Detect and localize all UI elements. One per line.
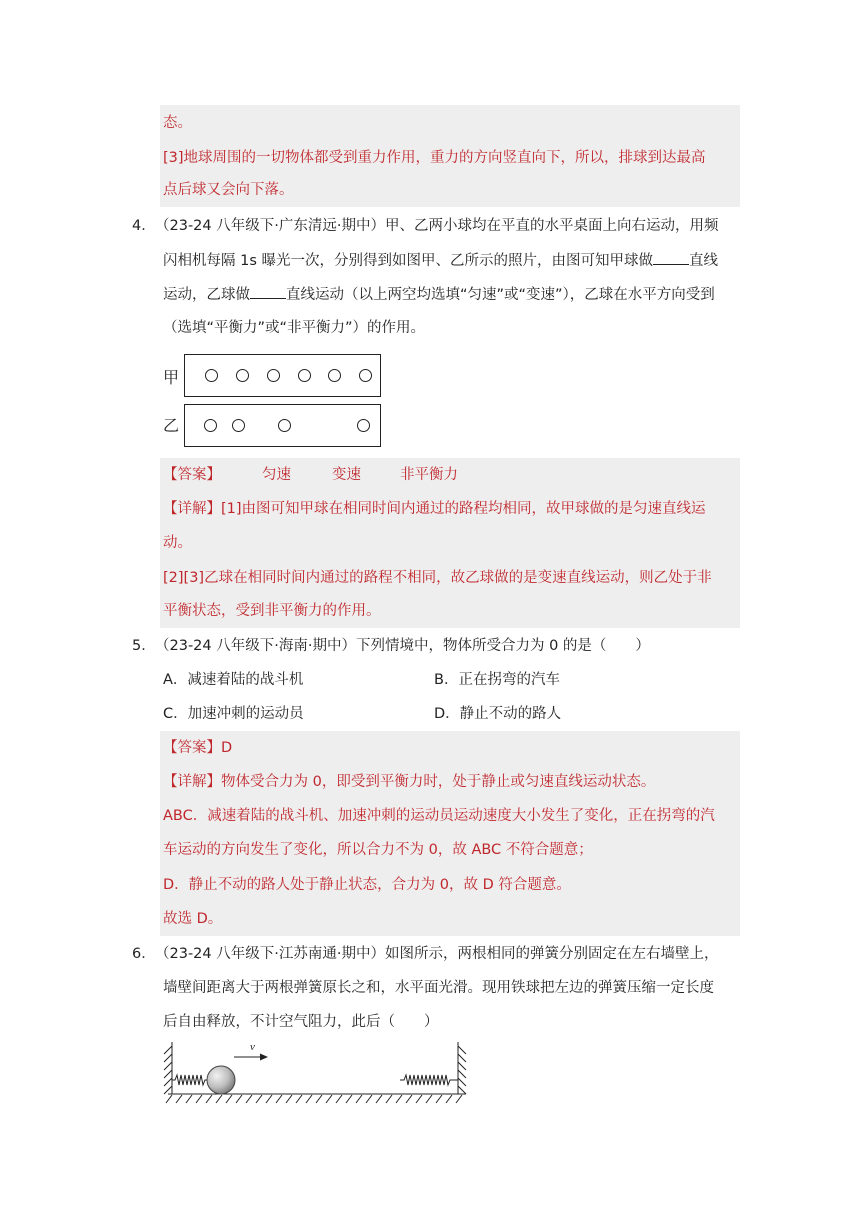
answer-blank <box>250 284 286 299</box>
q4-stem-text: 直线运动（以上两空均选填“匀速”或“变速”），乙球在水平方向受到 <box>286 287 715 303</box>
q4-stem-line <box>163 284 715 305</box>
q3-detail-line: 态。 <box>163 115 192 131</box>
answer-value: 变速 <box>332 467 361 483</box>
answer-value: 匀速 <box>262 467 291 483</box>
q4-stem-text: 运动，乙球做 <box>163 287 250 303</box>
iron-ball <box>207 1066 235 1094</box>
q4-stem-line: （选填“平衡力”或“非平衡力”）的作用。 <box>163 320 426 336</box>
spring-ball-figure <box>160 1038 472 1108</box>
figure-label-jia: 甲 <box>163 368 180 387</box>
option-a: A．减速着陆的战斗机 <box>163 672 304 688</box>
q6-stem-line: （23-24 八年级下·江苏南通·期中）如图所示，两根相同的弹簧分别固定在左右墙壁上， <box>155 946 719 962</box>
ball <box>236 369 249 382</box>
answer-tag: 【答案】 <box>163 467 221 483</box>
photo-yi <box>184 404 381 447</box>
ball <box>232 419 245 432</box>
option-b: B．正在拐弯的汽车 <box>434 672 560 688</box>
detail-line: ABC．减速着陆的战斗机、加速冲刺的运动员运动速度大小发生了变化，正在拐弯的汽 <box>163 808 715 824</box>
detail-line: 平衡状态，受到非平衡力的作用。 <box>163 603 381 619</box>
figure-label-yi: 乙 <box>163 416 180 435</box>
detail-line: D．静止不动的路人处于静止状态，合力为 0，故 D 符合题意。 <box>163 877 571 893</box>
left-wall <box>164 1042 172 1094</box>
q5-stem: （23-24 八年级下·海南·期中）下列情境中，物体所受合力为 0 的是（ ） <box>155 638 650 654</box>
velocity-arrow <box>234 1054 268 1061</box>
q4-stem-text: 直线 <box>689 253 718 269</box>
detail-text: 物体受合力为 0，即受到平衡力时，处于静止或匀速直线运动状态。 <box>221 774 656 790</box>
ball <box>205 369 218 382</box>
left-spring <box>172 1075 207 1085</box>
q4-number: 4． <box>132 218 156 234</box>
detail-line <box>163 772 655 792</box>
option-c: C．加速冲刺的运动员 <box>163 706 304 722</box>
ball <box>359 369 372 382</box>
detail-line: 车运动的方向发生了变化，所以合力不为 0，故 ABC 不符合题意； <box>163 842 593 858</box>
q5-answer-band <box>160 731 740 936</box>
detail-line: 故选 D。 <box>163 911 223 927</box>
q6-stem-line: 墙壁间距离大于两根弹簧原长之和，水平面光滑。现用铁球把左边的弹簧压缩一定长度 <box>163 980 714 996</box>
q3-detail-line: [3]地球周围的一切物体都受到重力作用，重力的方向竖直向下，所以，排球到达最高 <box>163 150 706 166</box>
ball <box>298 369 311 382</box>
q3-detail-line: 点后球又会向下落。 <box>163 182 294 198</box>
detail-line <box>163 499 706 519</box>
q4-stem-text: 闪相机每隔 1s 曝光一次，分别得到如图甲、乙所示的照片，由图可知甲球做 <box>163 253 653 269</box>
photo-jia <box>184 354 381 397</box>
detail-line: [2][3]乙球在相同时间内通过的路程不相同，故乙球做的是变速直线运动，则乙处于非 <box>163 570 712 586</box>
q4-stem-line <box>163 250 718 271</box>
ball <box>328 369 341 382</box>
right-wall <box>458 1042 466 1094</box>
detail-text: [1]由图可知甲球在相同时间内通过的路程均相同，故甲球做的是匀速直线运 <box>221 501 706 517</box>
ball <box>357 419 370 432</box>
answer-blank <box>653 250 689 265</box>
detail-tag: 【详解】 <box>163 774 221 790</box>
right-spring <box>400 1075 458 1085</box>
ball <box>278 419 291 432</box>
detail-line: 动。 <box>163 535 192 551</box>
floor <box>166 1094 466 1103</box>
answer-value: 非平衡力 <box>400 467 458 483</box>
q5-number: 5． <box>132 638 156 654</box>
answer-tag: 【答案】D <box>163 740 233 756</box>
ball <box>204 419 217 432</box>
q6-stem-line: 后自由释放，不计空气阻力，此后（ ） <box>163 1014 439 1030</box>
q6-number: 6． <box>132 946 156 962</box>
q4-stem-line: （23-24 八年级下·广东清远·期中）甲、乙两小球均在平直的水平桌面上向右运动，用频 <box>155 218 719 234</box>
velocity-label: v <box>250 1041 255 1053</box>
ball <box>267 369 280 382</box>
detail-tag: 【详解】 <box>163 501 221 517</box>
option-d: D．静止不动的路人 <box>434 706 562 722</box>
